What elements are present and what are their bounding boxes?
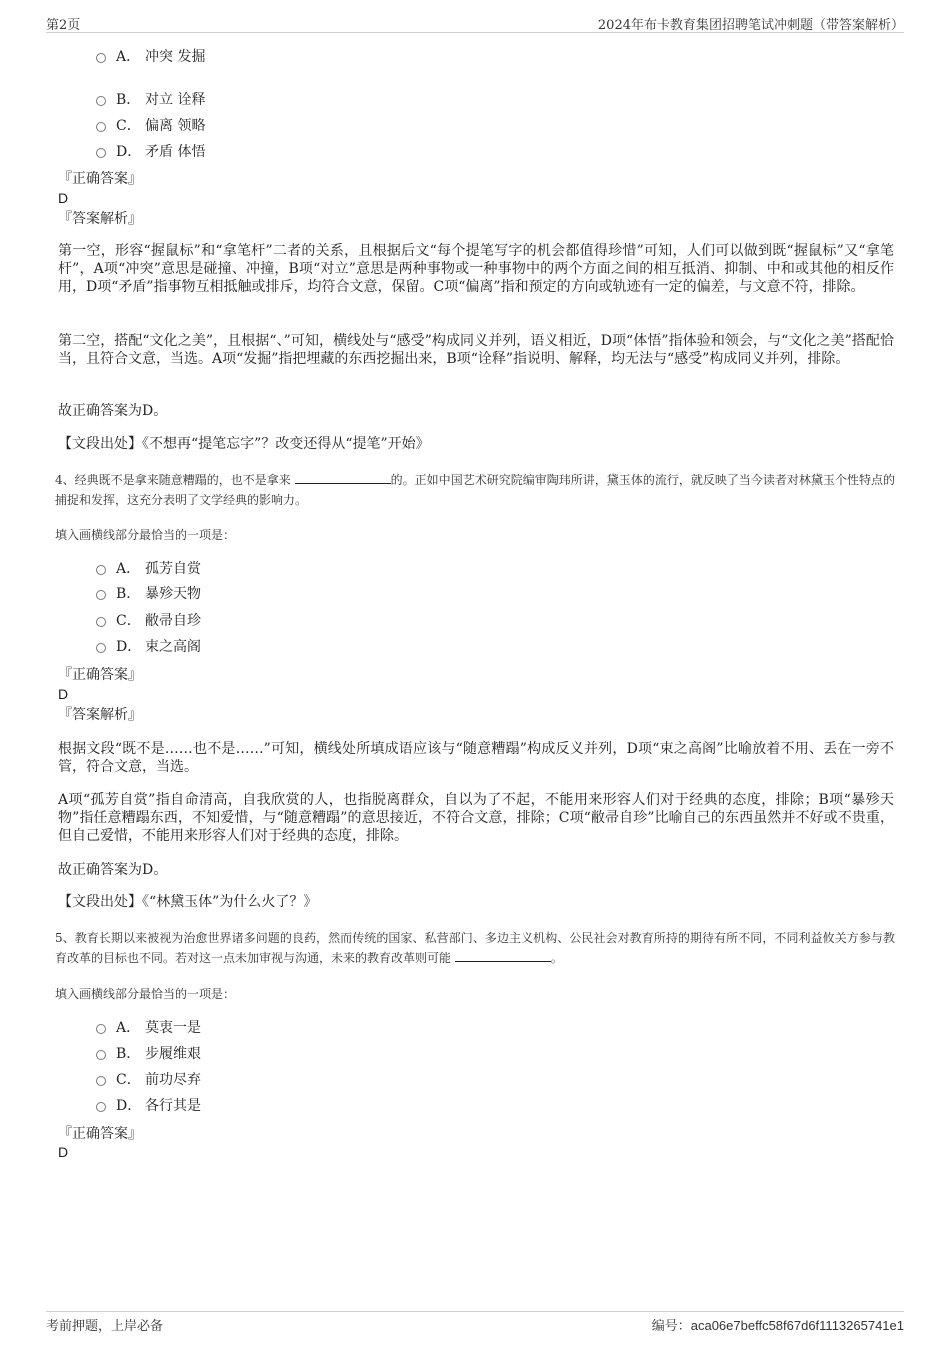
q3-answer-label: 『正确答案』 — [58, 171, 142, 187]
option-letter: B． — [116, 92, 141, 108]
option-text: 莫衷一是 — [145, 1020, 201, 1036]
q3-analysis-conclusion: 故正确答案为D。 — [58, 403, 168, 419]
page-number: 第2页 — [46, 18, 81, 33]
footer-serial — [652, 1315, 904, 1334]
q5-option-c[interactable] — [96, 1070, 201, 1090]
option-letter: C． — [116, 613, 141, 629]
document-title: 2024年布卡教育集团招聘笔试冲刺题（带答案解析） — [597, 18, 904, 33]
page-header — [46, 12, 904, 33]
q3-option-a[interactable] — [96, 47, 205, 67]
q5-stem-after: 。 — [550, 951, 563, 965]
q4-analysis-paragraph: A项“孤芳自赏”指自命清高，自我欣赏的人，也指脱离群众，自以为了不起，不能用来形容人们对于经典的态度，排除；B项“暴殄天物”指任意糟蹋东西，不知爱惜，与“随意糟蹋”的意思接近，不符合文意，排除；C项“敝帚自珍”比喻自己的东西虽然并不好或不贵重，但自己爱惜，不能用来形容人们对于经典的态度，排除。 — [58, 792, 894, 844]
option-letter: D． — [116, 144, 142, 160]
option-text: 偏离 领略 — [145, 118, 206, 134]
option-text: 矛盾 体悟 — [145, 144, 206, 160]
radio-icon[interactable] — [96, 1102, 106, 1112]
q4-analysis-conclusion: 故正确答案为D。 — [58, 862, 168, 878]
q3-analysis-label: 『答案解析』 — [58, 211, 142, 227]
radio-icon[interactable] — [96, 1024, 106, 1034]
q5-option-b[interactable] — [96, 1044, 201, 1064]
q3-option-d[interactable] — [96, 142, 205, 162]
page-footer — [46, 1311, 904, 1338]
q4-source: 【文段出处】《“林黛玉体”为什么火了？》 — [58, 894, 318, 910]
q4-option-d[interactable] — [96, 637, 201, 657]
q5-fill-prompt: 填入画横线部分最恰当的一项是： — [55, 987, 236, 1001]
option-letter: A． — [116, 49, 141, 65]
option-text: 对立 诠释 — [145, 92, 206, 108]
q3-analysis-paragraph: 第二空，搭配“文化之美”，且根据“、”可知，横线处与“感受”构成同义并列，语义相近，D项“体悟”指体验和领会，与“文化之美”搭配恰当，且符合文意，当选。A项“发掘”指把埋藏的东西挖掘出来，B项“诠释”指说明、解释，均无法与“感受”构成同义并列，排除。 — [58, 333, 894, 367]
option-text: 孤芳自赏 — [145, 561, 201, 577]
radio-icon[interactable] — [96, 643, 106, 653]
option-letter: C． — [116, 1072, 141, 1088]
serial-code: aca06e7beffc58f67d6f1113265741e1 — [690, 1318, 904, 1333]
q4-analysis-label: 『答案解析』 — [58, 707, 142, 723]
radio-icon[interactable] — [96, 122, 106, 132]
q4-answer-label: 『正确答案』 — [58, 667, 142, 683]
q4-stem-after: 的。正如中国艺术研究院编审陶玮所讲，黛玉体的流行，就反映了当今读者对林黛玉个性特点的捕捉和发挥，这充分表明了文学经典的影响力。 — [55, 473, 895, 507]
option-text: 各行其是 — [145, 1098, 201, 1114]
q4-fill-prompt: 填入画横线部分最恰当的一项是： — [55, 528, 236, 542]
option-letter: D． — [116, 1098, 142, 1114]
option-text: 前功尽弃 — [145, 1072, 201, 1088]
q3-option-b[interactable] — [96, 90, 205, 110]
q3-answer: D — [58, 190, 69, 206]
q5-answer-label: 『正确答案』 — [58, 1126, 142, 1142]
option-text: 暴殄天物 — [145, 586, 201, 602]
option-letter: C． — [116, 118, 141, 134]
radio-icon[interactable] — [96, 565, 106, 575]
option-text: 敝帚自珍 — [145, 613, 201, 629]
radio-icon[interactable] — [96, 1076, 106, 1086]
option-text: 步履维艰 — [145, 1046, 201, 1062]
q4-stem — [55, 470, 895, 510]
q5-stem — [55, 928, 895, 968]
radio-icon[interactable] — [96, 617, 106, 627]
radio-icon[interactable] — [96, 590, 106, 600]
option-text: 冲突 发掘 — [145, 49, 206, 65]
option-letter: D． — [116, 639, 142, 655]
radio-icon[interactable] — [96, 96, 106, 106]
option-text: 束之高阁 — [145, 639, 201, 655]
radio-icon[interactable] — [96, 1050, 106, 1060]
radio-icon[interactable] — [96, 148, 106, 158]
footer-slogan: 考前押题，上岸必备 — [46, 1319, 164, 1334]
q3-source: 【文段出处】《不想再“提笔忘字”？改变还得从“提笔”开始》 — [58, 436, 430, 452]
q4-analysis-paragraph: 根据文段“既不是……也不是……”可知，横线处所填成语应该与“随意糟蹋”构成反义并列，D项“束之高阁”比喻放着不用、丢在一旁不管，符合文意，当选。 — [58, 741, 894, 775]
option-letter: B． — [116, 586, 141, 602]
option-letter: A． — [116, 561, 141, 577]
radio-icon[interactable] — [96, 53, 106, 63]
q3-option-c[interactable] — [96, 116, 205, 136]
fill-blank — [295, 470, 391, 484]
q4-stem-before: 4、经典既不是拿来随意糟蹋的，也不是拿来 — [55, 473, 291, 487]
q5-option-d[interactable] — [96, 1096, 201, 1116]
fill-blank — [455, 948, 551, 962]
option-letter: A． — [116, 1020, 141, 1036]
q4-answer: D — [58, 686, 69, 702]
q5-option-a[interactable] — [96, 1018, 201, 1038]
serial-label: 编号： — [651, 1319, 691, 1334]
q4-option-b[interactable] — [96, 584, 201, 604]
q3-analysis-paragraph: 第一空，形容“握鼠标”和“拿笔杆”二者的关系，且根据后文“每个提笔写字的机会都值得珍惜”可知，人们可以做到既“握鼠标”又“拿笔杆”，A项“冲突”意思是碰撞、冲撞，B项“对立”意思是两种事物或一种事物中的两个方面之间的相互抵消、抑制、中和或其他的相反作用，D项“矛盾”指事物互相抵触或排斥，均符合文意，保留。C项“偏离”指和预定的方向或轨迹有一定的偏差，与文意不符，排除。 — [58, 243, 894, 295]
q5-stem-before: 5、教育长期以来被视为治愈世界诸多问题的良药，然而传统的国家、私营部门、多边主义机构、公民社会对教育所持的期待有所不同，不同利益攸关方参与教育改革的目标也不同。若对这一点未加审视与沟通，未来的教育改革则可能 — [55, 931, 895, 965]
q5-answer: D — [58, 1144, 69, 1160]
q4-option-a[interactable] — [96, 559, 201, 579]
q4-option-c[interactable] — [96, 611, 201, 631]
option-letter: B． — [116, 1046, 141, 1062]
